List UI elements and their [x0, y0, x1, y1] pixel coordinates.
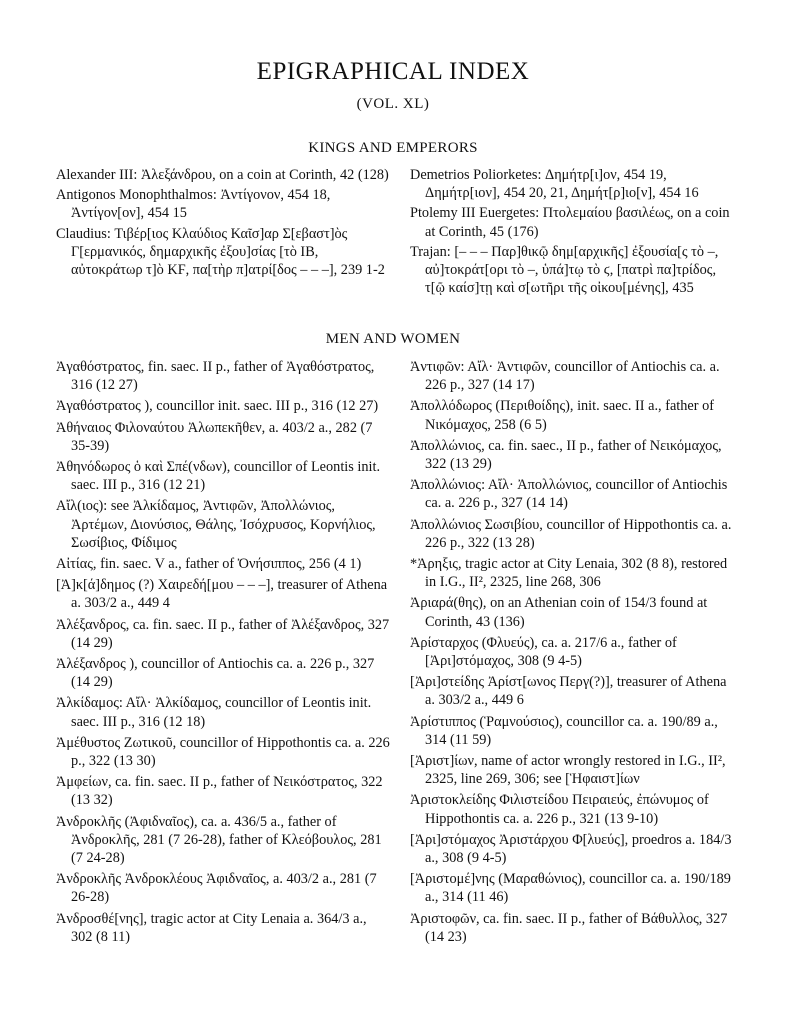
index-entry: Alexander III: Ἀλεξάνδρου, on a coin at Corinth, 42 (128): [56, 167, 389, 183]
index-entry: Ἀνδροσθέ[νης], tragic actor at City Lenaia a. 364/3 a., 302 (8 11): [56, 910, 367, 945]
page-title: EPIGRAPHICAL INDEX: [256, 58, 530, 85]
index-entry: Ἀλκίδαμος: Αἴλ· Ἀλκίδαμος, councillor of Leontis init. saec. III p., 316 (12 18): [56, 695, 372, 730]
page-subtitle: (VOL. XL): [356, 96, 430, 112]
index-entry: Ἀγαθόστρατος ), councillor init. saec. III p., 316 (12 27): [56, 398, 379, 415]
index-entry: Ἀγαθόστρατος, fin. saec. II p., father of Ἀγαθόστρατος, 316 (12 27): [56, 359, 375, 394]
index-entry: Ἀπολλώνιος Σωσιβίου, councillor of Hippothontis ca. a. 226 p., 322 (13 28): [410, 516, 732, 551]
index-entry: [Ἀ]κ[ά]δημος (?) Χαιρεδή[μου – – –], treasurer of Athena a. 303/2 a., 449 4: [56, 577, 388, 612]
index-entry: Ἀπολλόδωρος (Περιθοίδης), init. saec. II a., father of Νικόμαχος, 258 (6 5): [410, 398, 715, 433]
index-entry: Ἀριαρά(θης), on an Athenian coin of 154/3 found at Corinth, 43 (136): [410, 595, 708, 630]
index-entry: [Ἀρι]στείδης Ἀρίστ[ωνος Περγ(?)], treasurer of Athena a. 303/2 a., 449 6: [410, 674, 727, 709]
index-entry: Ἀπολλώνιος: Αἴλ· Ἀπολλώνιος, councillor of Antiochis ca. a. 226 p., 327 (14 14): [410, 477, 728, 512]
index-entry: Demetrios Poliorketes: Δημήτρ[ι]ον, 454 19, Δημήτρ[ιον], 454 20, 21, Δημήτ[ρ]ιο[ν], 454 16: [410, 167, 699, 202]
index-entry: Ἀπολλώνιος, ca. fin. saec., II p., father of Νεικόμαχος, 322 (13 29): [410, 437, 722, 473]
section-heading-kings: KINGS AND EMPERORS: [308, 140, 478, 156]
index-entry: Ἀθήναιος Φιλοναύτου Ἀλωπεκῆθεν, a. 403/2 a., 282 (7 35-39): [56, 419, 373, 454]
index-entry: Ἀμφείων, ca. fin. saec. II p., father of Νεικόστρατος, 322 (13 32): [56, 774, 383, 809]
index-entry: Ἀλέξανδρος, ca. fin. saec. II p., father of Ἀλέξανδρος, 327 (14 29): [56, 616, 390, 651]
index-entry: Ptolemy III Euergetes: Πτολεμαίου βασιλέως, on a coin at Corinth, 45 (176): [410, 205, 730, 240]
index-entry: Ἀντιφῶν: Αἴλ· Ἀντιφῶν, councillor of Antiochis ca. a. 226 p., 327 (14 17): [410, 359, 720, 394]
index-entry: Ἀριστοφῶν, ca. fin. saec. II p., father of Βάθυλλος, 327 (14 23): [410, 910, 728, 945]
index-entry: Ἀρίσταρχος (Φλυεύς), ca. a. 217/6 a., father of [Ἀρι]στόμαχος, 308 (9 4-5): [410, 634, 677, 670]
index-entry: Αἰτίας, fin. saec. V a., father of Ὀνήσιππος, 256 (4 1): [56, 556, 362, 573]
index-entry: Ἀρίστιππος (Ῥαμνούσιος), councillor ca. a. 190/89 a., 314 (11 59): [410, 713, 718, 748]
index-entry: *Ἀρηξις, tragic actor at City Lenaia, 302 (8 8), restored in I.G., II², 2325, line 268, 306: [410, 556, 728, 591]
index-entry: Ἀνδροκλῆς (Ἀφιδναῖος), ca. a. 436/5 a., father of Ἀνδροκλῆς, 281 (7 26-28), father of Κλεόβουλος, 281 (7 24-28): [56, 813, 382, 867]
men-left-column: [56, 358, 391, 949]
index-entry: Ἀμέθυστος Ζωτικοῦ, councillor of Hippothontis ca. a. 226 p., 322 (13 30): [56, 734, 390, 770]
kings-right-column: [410, 166, 735, 299]
index-entry: Trajan: [– – – Παρ]θικῷ δημ[αρχικῆς] ἐξουσία[ς τὸ –, αὐ]τοκράτ[ορι τὸ –, ὑπά]τῳ τὸ ϛ, [πατρὶ πα]τρίδος, τ[ῷ καίσ]τῃ καὶ σ[ωτῆρι τῆς οἰκου[μένης], 435: [410, 243, 719, 297]
index-entry: Ἀνδροκλῆς Ἀνδροκλέους Ἀφιδναῖος, a. 403/2 a., 281 (7 26-28): [56, 871, 377, 906]
index-entry: Ἀριστοκλείδης Φιλιστείδου Πειραιεύς, ἐπώνυμος of Hippothontis ca. a. 226 p., 321 (13 9-10): [410, 792, 709, 827]
index-entry: [Ἀριστ]ίων, name of actor wrongly restored in I.G., II², 2325, line 269, 306; see [Ἡφαιστ]ίων: [410, 753, 726, 788]
index-entry: Antigonos Monophthalmos: Ἀντίγονον, 454 18, Ἀντίγον[ον], 454 15: [56, 187, 331, 222]
index-entry: Ἀθηνόδωρος ὁ καὶ Σπέ(νδων), councillor of Leontis init. saec. III p., 316 (12 21): [56, 459, 381, 494]
index-entry: Ἀλέξανδρος ), councillor of Antiochis ca. a. 226 p., 327 (14 29): [56, 656, 375, 691]
index-entry: [Ἀριστομέ]νης (Μαραθώνιος), councillor ca. a. 190/189 a., 314 (11 46): [410, 871, 731, 906]
index-entry: Claudius: Τιβέρ[ιος Κλαύδιος Καῖσ]αρ Σ[εβαστ]ὸς Γ[ερμανικός, δημαρχικῆς ἐξου]σίας [τὸ ΙΒ, αὐτοκράτωρ τ]ὸ ΚϜ, πα[τὴρ π]ατρί[δος – – –], 239 1-2: [56, 225, 385, 279]
kings-left-column: [56, 166, 391, 281]
index-entry: Αἴλ(ιος): see Ἀλκίδαμος, Ἀντιφῶν, Ἀπολλώνιος, Ἀρτέμων, Διονύσιος, Θάλης, Ἰσόχρυσος, Κορνήλιος, Σωσίβιος, Φίδιμος: [56, 498, 376, 551]
section-heading-men-women: MEN AND WOMEN: [325, 331, 461, 347]
index-entry: [Ἀρι]στόμαχος Ἀριστάρχου Φ[λυεύς], proedros a. 184/3 a., 308 (9 4-5): [410, 831, 732, 867]
men-right-column: [410, 358, 735, 949]
